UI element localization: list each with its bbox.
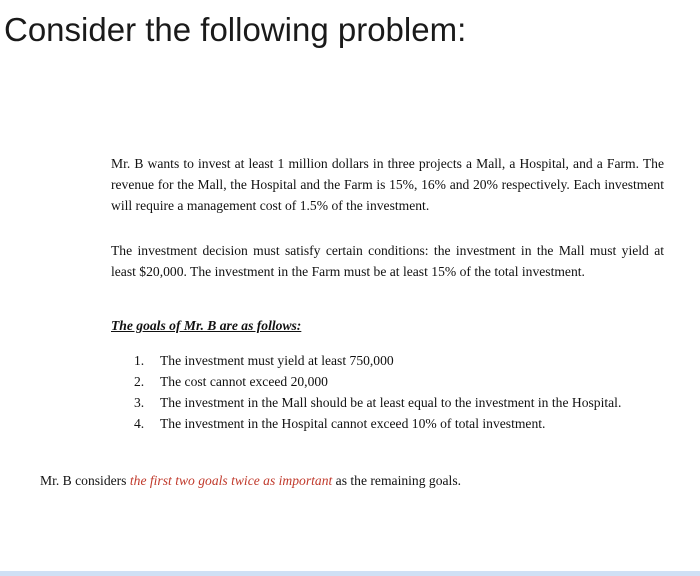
page-heading: Consider the following problem:	[4, 11, 467, 48]
goal-item	[134, 350, 644, 371]
final-sentence	[40, 470, 461, 491]
goal-number: 2.	[134, 374, 145, 389]
goal-number: 4.	[134, 416, 145, 431]
paragraph-conditions: The investment decision must satisfy certain conditions: the investment in the Mall must yield at least $20,000. The investment in the Farm must be at least 15% of the total investment.	[111, 243, 664, 279]
final-sentence-start: Mr. B considers	[40, 473, 130, 488]
final-sentence-end: as the remaining goals.	[332, 473, 462, 488]
goal-text: The investment in the Mall should be at least equal to the investment in the Hospital.	[160, 395, 622, 410]
goal-item	[134, 392, 644, 413]
goal-number: 3.	[134, 395, 145, 410]
goal-text: The investment must yield at least 750,000	[160, 353, 394, 368]
paragraph-investment-setup: Mr. B wants to invest at least 1 million dollars in three projects a Mall, a Hospital, and a Farm. The revenue for the Mall, the Hospital and the Farm is 15%, 16% and 20% respectively. Each investment will require a management cost of 1.5% of the investment.	[111, 156, 664, 213]
bottom-divider	[0, 571, 700, 576]
goals-title: The goals of Mr. B are as follows:	[111, 318, 302, 333]
goal-item	[134, 413, 644, 434]
goal-number: 1.	[134, 353, 145, 368]
goal-text: The cost cannot exceed 20,000	[160, 374, 328, 389]
goal-item	[134, 371, 644, 392]
goals-list	[134, 350, 644, 434]
goal-text: The investment in the Hospital cannot exceed 10% of total investment.	[160, 416, 546, 431]
final-sentence-emphasis: the first two goals twice as important	[129, 473, 333, 488]
